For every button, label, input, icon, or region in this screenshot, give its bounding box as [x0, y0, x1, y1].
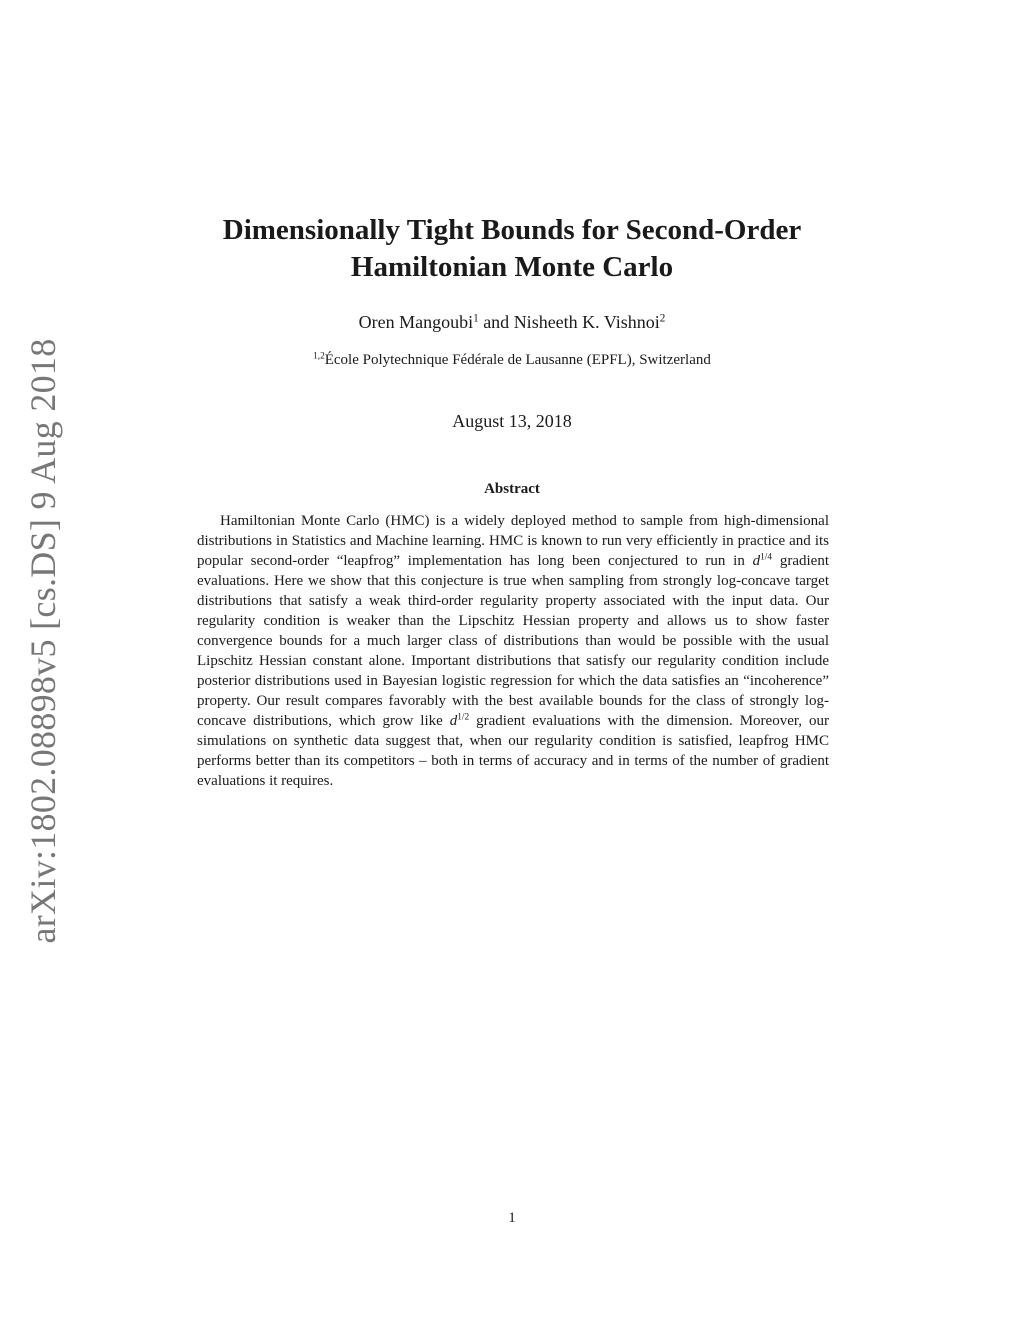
abstract-text: gradient evaluations. Here we show that this conjecture is true when sampling from strongly log-concave target distributions that satisfy a weak third-order regularity property associated with the input data. Our regularity condition is weaker than the Lipschitz Hessian property and allows us to show faster convergence bounds for a much larger class of distributions than would be possible with the usual Lipschitz Hessian constant alone. Important distributions that satisfy our regularity condition include posterior distributions used in Bayesian logistic regression for which the data satisfies an “incoherence” property. Our result compares favorably with the best available bounds for the class of strongly log-concave distributions, which grow like [197, 553, 829, 729]
math-variable: d [752, 553, 761, 569]
abstract-text: gradient evaluations with the dimension. Moreover, our simulations on synthetic data suggest that, when our regularity condition is satisfied, leapfrog HMC performs better than its competitors – both in terms of accuracy and in terms of the number of gradient evaluations it requires. [197, 713, 829, 789]
affiliation-marker: 2 [659, 312, 666, 325]
math-variable: d [449, 713, 458, 729]
affiliation-marker: 1 [473, 312, 479, 325]
title-block [0, 212, 1024, 286]
paper-title [0, 212, 1024, 286]
math-exponent: 1/2 [457, 712, 470, 723]
title-line-2: Hamiltonian Monte Carlo [350, 251, 674, 283]
abstract-body [197, 511, 829, 791]
math-exponent: 1/4 [760, 552, 773, 563]
publication-date: August 13, 2018 [452, 411, 572, 431]
author-separator: and [478, 312, 514, 332]
affiliation [0, 352, 1024, 369]
arxiv-identifier: arXiv:1802.08898v5 [cs.DS] 9 Aug 2018 [23, 338, 63, 944]
author-name: Oren Mangoubi [358, 312, 474, 332]
affiliation-text: École Polytechnique Fédérale de Lausanne (EPFL), Switzerland [324, 352, 711, 368]
title-line-1: Dimensionally Tight Bounds for Second-Order [222, 214, 802, 246]
page-number: 1 [508, 1210, 516, 1226]
abstract-text: Hamiltonian Monte Carlo (HMC) is a widely deployed method to sample from high-dimensional distributions in Statistics and Machine learning. HMC is known to run very efficiently in practice and its popular second-order “leapfrog” implementation has long been conjectured to run in [197, 513, 829, 569]
affiliation-marker: 1,2 [313, 351, 325, 362]
author-list [0, 312, 1024, 333]
abstract-heading: Abstract [484, 481, 540, 497]
author-name: Nisheeth K. Vishnoi [513, 312, 660, 332]
